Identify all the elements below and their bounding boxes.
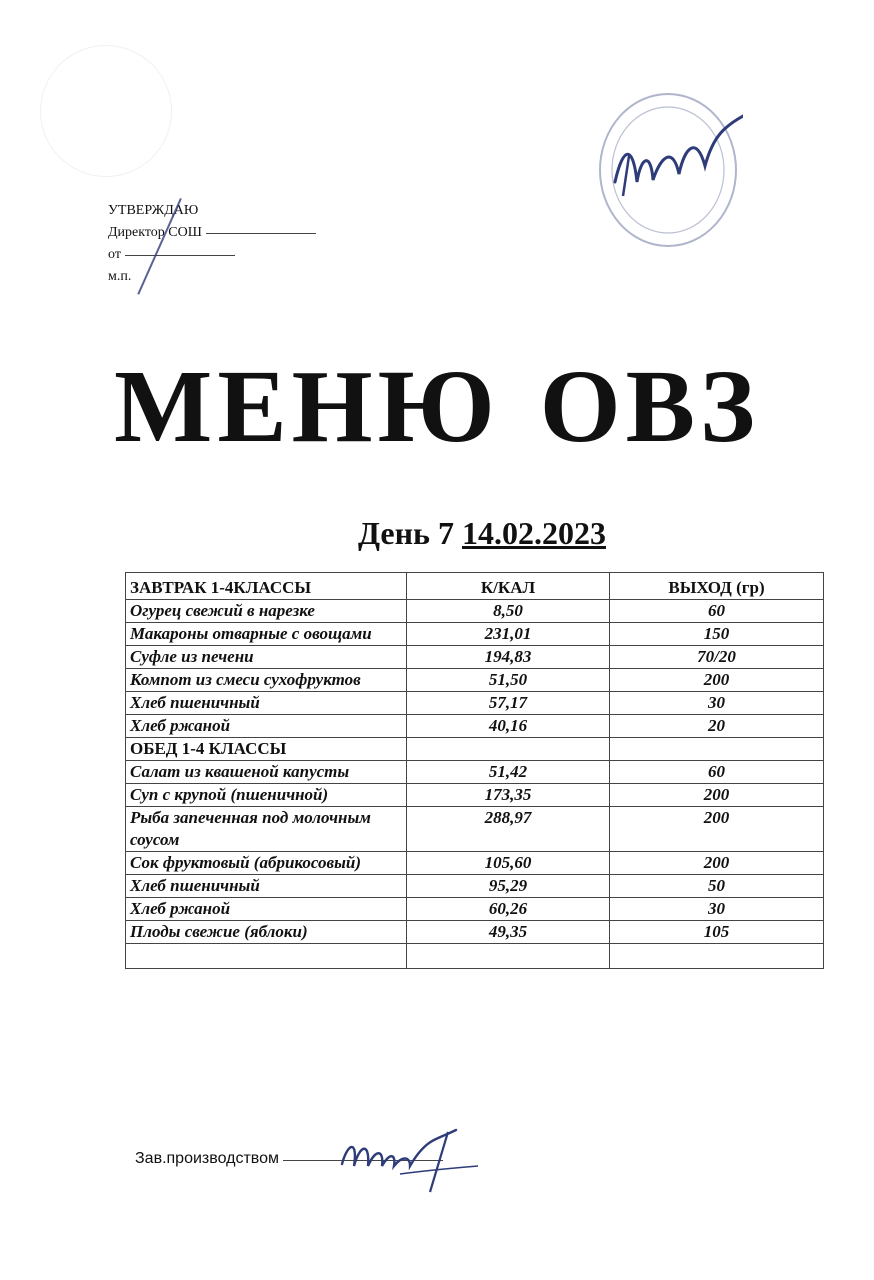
director-label xyxy=(108,222,316,244)
header-kcal: К/КАЛ xyxy=(407,573,610,600)
dish-kcal: 51,42 xyxy=(407,761,610,784)
table-row xyxy=(126,921,824,944)
table-row xyxy=(126,669,824,692)
dish-name: Хлеб пшеничный xyxy=(126,875,407,898)
empty-cell xyxy=(610,944,824,969)
dish-kcal: 49,35 xyxy=(407,921,610,944)
table-row xyxy=(126,715,824,738)
table-row xyxy=(126,761,824,784)
faded-seal-icon xyxy=(40,45,172,177)
dish-name: Суфле из печени xyxy=(126,646,407,669)
table-header-row xyxy=(126,573,824,600)
title-word-menu: МЕНЮ xyxy=(114,349,500,464)
stamp-with-signature xyxy=(593,86,743,251)
dish-output: 200 xyxy=(610,807,824,852)
footer-label: Зав.производством xyxy=(135,1150,279,1167)
header-output: ВЫХОД (гр) xyxy=(610,573,824,600)
dish-name: Рыба запеченная под молочным соусом xyxy=(126,807,407,852)
dish-kcal: 60,26 xyxy=(407,898,610,921)
dish-name: Компот из смеси сухофруктов xyxy=(126,669,407,692)
dish-kcal: 231,01 xyxy=(407,623,610,646)
dish-output: 200 xyxy=(610,669,824,692)
approval-block xyxy=(108,200,316,288)
dish-output: 200 xyxy=(610,784,824,807)
dish-kcal: 105,60 xyxy=(407,852,610,875)
dish-output: 150 xyxy=(610,623,824,646)
dish-kcal: 95,29 xyxy=(407,875,610,898)
table-row xyxy=(126,784,824,807)
lunch-header-row xyxy=(126,738,824,761)
approve-label: УТВЕРЖДАЮ xyxy=(108,203,199,218)
dish-name: Макароны отварные с овощами xyxy=(126,623,407,646)
dish-output: 105 xyxy=(610,921,824,944)
handwritten-signature-icon xyxy=(330,1122,480,1197)
table-row xyxy=(126,646,824,669)
dish-output: 200 xyxy=(610,852,824,875)
empty-cell xyxy=(610,738,824,761)
dish-output: 20 xyxy=(610,715,824,738)
main-title xyxy=(0,349,874,464)
dish-name: Салат из квашеной капусты xyxy=(126,761,407,784)
dish-name: Хлеб ржаной xyxy=(126,715,407,738)
empty-row xyxy=(126,944,824,969)
table-row xyxy=(126,623,824,646)
dish-name: Плоды свежие (яблоки) xyxy=(126,921,407,944)
stamp-place-label: м.п. xyxy=(108,269,132,284)
day-label: День 7 xyxy=(358,515,454,551)
dish-kcal: 57,17 xyxy=(407,692,610,715)
dish-name: Сок фруктовый (абрикосовый) xyxy=(126,852,407,875)
dish-name: Хлеб ржаной xyxy=(126,898,407,921)
dish-kcal: 51,50 xyxy=(407,669,610,692)
menu-table xyxy=(125,572,824,969)
day-line xyxy=(358,515,606,552)
dish-name: Хлеб пшеничный xyxy=(126,692,407,715)
dish-output: 50 xyxy=(610,875,824,898)
dish-kcal: 194,83 xyxy=(407,646,610,669)
dish-kcal: 40,16 xyxy=(407,715,610,738)
from-text: от xyxy=(108,247,121,262)
table-row xyxy=(126,875,824,898)
empty-cell xyxy=(407,944,610,969)
header-breakfast: ЗАВТРАК 1-4КЛАССЫ xyxy=(126,573,407,600)
dish-kcal: 288,97 xyxy=(407,807,610,852)
from-date-line xyxy=(125,255,235,256)
director-text: Директор СОШ xyxy=(108,225,202,240)
director-signature-line xyxy=(206,233,316,234)
day-date: 14.02.2023 xyxy=(461,515,606,551)
dish-output: 60 xyxy=(610,761,824,784)
dish-name: Огурец свежий в нарезке xyxy=(126,600,407,623)
dish-output: 60 xyxy=(610,600,824,623)
stamp-icon xyxy=(593,86,743,251)
table-row xyxy=(126,852,824,875)
table-row xyxy=(126,600,824,623)
dish-output: 30 xyxy=(610,692,824,715)
empty-cell xyxy=(126,944,407,969)
dish-name: Суп с крупой (пшеничной) xyxy=(126,784,407,807)
dish-output: 30 xyxy=(610,898,824,921)
table-row xyxy=(126,898,824,921)
dish-kcal: 8,50 xyxy=(407,600,610,623)
empty-cell xyxy=(407,738,610,761)
dish-output: 70/20 xyxy=(610,646,824,669)
from-label xyxy=(108,244,316,266)
table-row xyxy=(126,692,824,715)
title-word-ovz: ОВЗ xyxy=(539,349,760,464)
dish-kcal: 173,35 xyxy=(407,784,610,807)
lunch-header: ОБЕД 1-4 КЛАССЫ xyxy=(126,738,407,761)
table-row xyxy=(126,807,824,852)
